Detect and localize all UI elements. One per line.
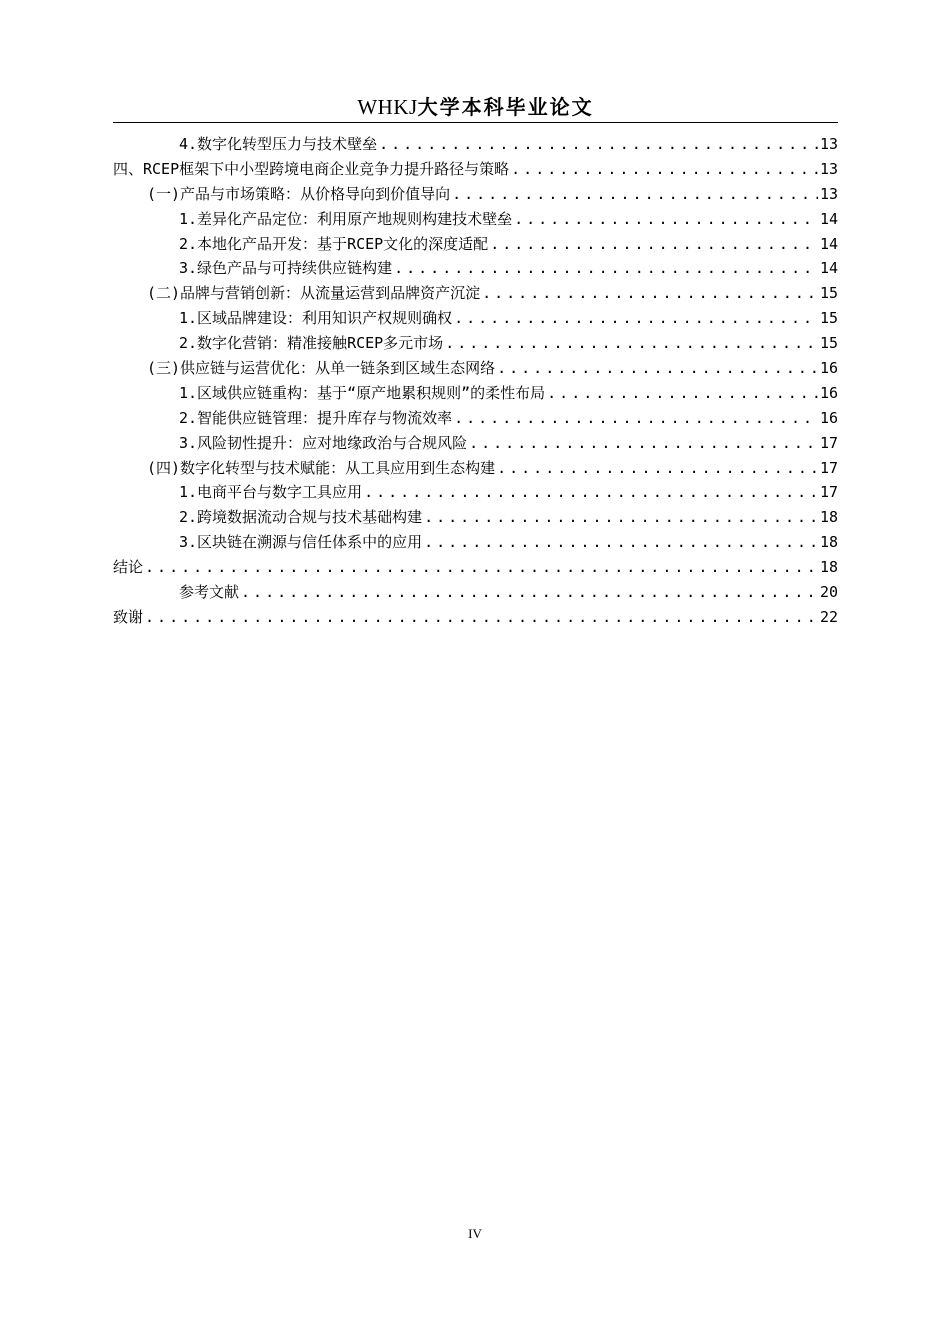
toc-leader-dots <box>379 135 818 153</box>
toc-entry-page: 18 <box>819 508 838 527</box>
toc-entry-title: 2.本地化产品开发：基于RCEP文化的深度适配 <box>179 234 489 253</box>
toc-entry[interactable] <box>113 233 838 258</box>
toc-leader-dots <box>145 608 818 626</box>
toc-leader-dots <box>511 160 818 178</box>
toc-leader-dots <box>547 384 818 402</box>
header-title: 大学本科毕业论文 <box>417 95 594 119</box>
toc-entry-page: 13 <box>819 159 838 178</box>
toc-entry[interactable] <box>113 506 838 531</box>
toc-entry-title: 2.跨境数据流动合规与技术基础构建 <box>179 508 423 527</box>
toc-entry[interactable] <box>113 457 838 482</box>
toc-entry[interactable] <box>113 556 838 581</box>
toc-entry[interactable] <box>113 133 838 158</box>
toc-entry-page: 20 <box>819 583 838 602</box>
toc-entry-page: 18 <box>819 558 838 577</box>
toc-entry-page: 17 <box>819 458 838 477</box>
toc-leader-dots <box>424 533 818 551</box>
toc-entry-page: 16 <box>819 408 838 427</box>
toc-leader-dots <box>497 359 818 377</box>
toc-entry-page: 15 <box>819 309 838 328</box>
toc-entry-title: 1.差异化产品定位：利用原产地规则构建技术壁垒 <box>179 209 513 228</box>
toc-leader-dots <box>445 334 818 352</box>
table-of-contents <box>113 133 838 631</box>
toc-entry[interactable] <box>113 332 838 357</box>
toc-entry-page: 17 <box>819 433 838 452</box>
toc-entry-page: 14 <box>819 209 838 228</box>
toc-entry-title: 4.数字化转型压力与技术壁垒 <box>179 135 378 153</box>
toc-entry-title: (一)产品与市场策略：从价格导向到价值导向 <box>147 184 451 203</box>
toc-entry-title: 2.智能供应链管理：提升库存与物流效率 <box>179 408 453 427</box>
toc-entry[interactable] <box>113 357 838 382</box>
toc-leader-dots <box>424 508 818 526</box>
toc-entry-page: 13 <box>819 135 838 153</box>
toc-leader-dots <box>454 409 818 427</box>
toc-entry-title: 1.电商平台与数字工具应用 <box>179 483 363 502</box>
header-latin-text: WHKJ <box>357 95 418 119</box>
toc-entry-title: 2.数字化营销：精准接触RCEP多元市场 <box>179 334 444 353</box>
toc-entry-title: (三)供应链与运营优化：从单一链条到区域生态网络 <box>147 359 496 378</box>
toc-entry[interactable] <box>113 158 838 183</box>
toc-entry-page: 16 <box>819 359 838 378</box>
toc-entry-title: (二)品牌与营销创新：从流量运营到品牌资产沉淀 <box>147 284 481 303</box>
toc-leader-dots <box>452 185 818 203</box>
toc-entry[interactable] <box>113 257 838 282</box>
toc-entry[interactable] <box>113 307 838 332</box>
toc-entry-page: 15 <box>819 334 838 353</box>
toc-entry-title: 1.区域品牌建设：利用知识产权规则确权 <box>179 309 453 328</box>
toc-entry[interactable] <box>113 432 838 457</box>
toc-entry[interactable] <box>113 183 838 208</box>
toc-leader-dots <box>490 235 818 253</box>
toc-leader-dots <box>469 434 818 452</box>
toc-entry-page: 16 <box>819 383 838 402</box>
toc-entry-page: 18 <box>819 533 838 552</box>
toc-entry-title: (四)数字化转型与技术赋能：从工具应用到生态构建 <box>147 458 496 477</box>
toc-entry[interactable] <box>113 407 838 432</box>
toc-entry-title: 四、RCEP框架下中小型跨境电商企业竞争力提升路径与策略 <box>113 159 510 178</box>
toc-leader-dots <box>145 558 818 576</box>
toc-entry-title: 结论 <box>113 558 144 577</box>
toc-entry-page: 14 <box>819 259 838 278</box>
toc-leader-dots <box>394 259 818 277</box>
toc-leader-dots <box>497 459 818 477</box>
toc-leader-dots <box>364 483 818 501</box>
toc-entry-title: 3.风险韧性提升：应对地缘政治与合规风险 <box>179 433 468 452</box>
page-header <box>113 92 838 123</box>
toc-entry-title: 参考文献 <box>179 583 240 602</box>
toc-entry-title: 1.区域供应链重构：基于“原产地累积规则”的柔性布局 <box>179 383 546 402</box>
page-number: IV <box>468 1226 482 1241</box>
toc-entry-title: 3.区块链在溯源与信任体系中的应用 <box>179 533 423 552</box>
toc-entry-page: 13 <box>819 184 838 203</box>
toc-entry-title: 3.绿色产品与可持续供应链构建 <box>179 259 393 278</box>
toc-entry[interactable] <box>113 531 838 556</box>
toc-leader-dots <box>482 284 818 302</box>
toc-entry-page: 22 <box>819 607 838 626</box>
toc-entry[interactable] <box>113 581 838 606</box>
toc-entry-page: 15 <box>819 284 838 303</box>
toc-leader-dots <box>514 210 818 228</box>
toc-entry[interactable] <box>113 282 838 307</box>
toc-leader-dots <box>241 583 818 601</box>
toc-entry-title: 致谢 <box>113 607 144 626</box>
toc-entry[interactable] <box>113 382 838 407</box>
toc-entry[interactable] <box>113 481 838 506</box>
toc-entry-page: 17 <box>819 483 838 502</box>
toc-entry-page: 14 <box>819 234 838 253</box>
toc-leader-dots <box>454 309 818 327</box>
toc-entry[interactable] <box>113 208 838 233</box>
toc-entry[interactable] <box>113 606 838 631</box>
